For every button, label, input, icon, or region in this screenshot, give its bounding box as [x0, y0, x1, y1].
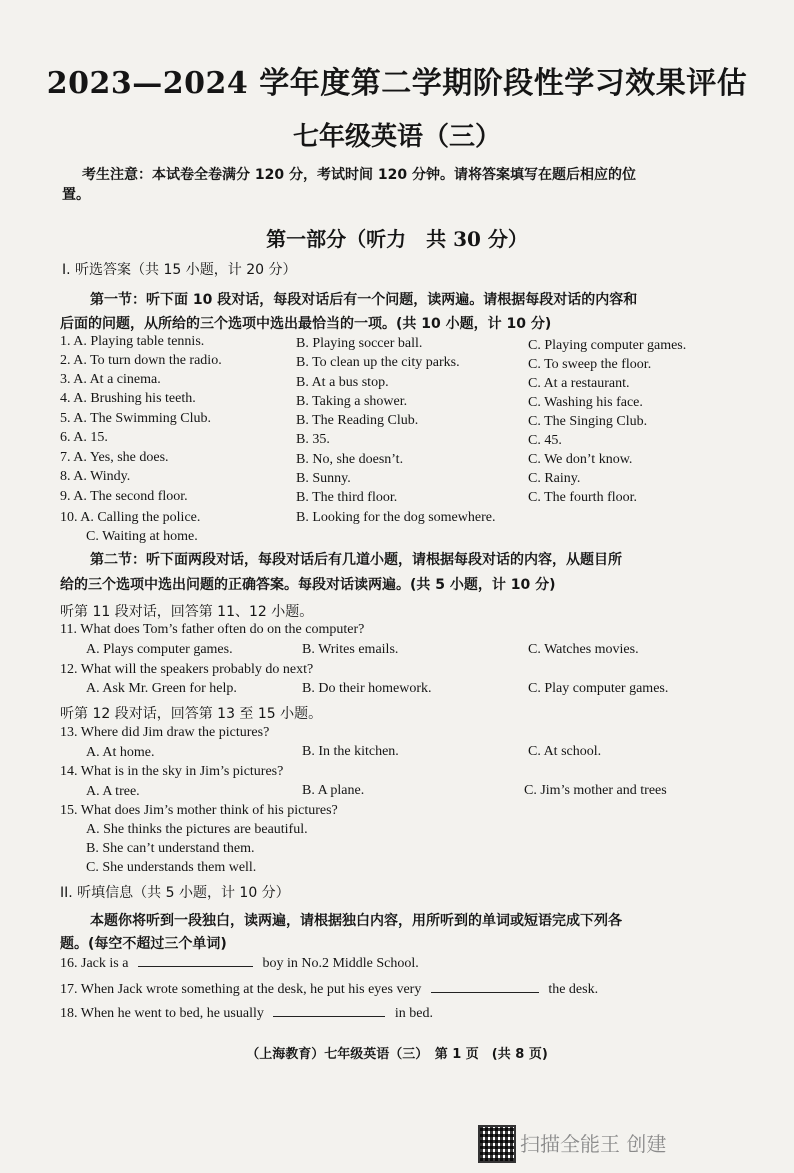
- question: 13. Where did Jim draw the pictures?: [60, 725, 270, 740]
- option-b: B. The Reading Club.: [296, 413, 419, 428]
- option-b: B. The third floor.: [296, 490, 398, 505]
- question: 12. What will the speakers probably do next?: [60, 662, 314, 677]
- option-a: 1. A. Playing table tennis.: [60, 334, 205, 349]
- question-text: 18. When he went to bed, he usually: [60, 1006, 264, 1021]
- notice-line: 置。: [62, 187, 90, 203]
- option-a: 9. A. The second floor.: [60, 489, 188, 504]
- answer-blank[interactable]: [138, 966, 253, 967]
- option-a: A. At home.: [86, 745, 155, 760]
- option-a: 7. A. Yes, she does.: [60, 450, 169, 465]
- option-c: C. She understands them well.: [86, 860, 257, 875]
- section2-instruction: 题。(每空不超过三个单词): [60, 936, 227, 952]
- option-b: B. Sunny.: [296, 471, 351, 486]
- option-b: B. To clean up the city parks.: [296, 355, 460, 370]
- option-a: A. A tree.: [86, 784, 140, 799]
- question: 15. What does Jim’s mother think of his pictures?: [60, 803, 338, 818]
- question-text: the desk.: [548, 982, 599, 997]
- scanner-watermark: 扫描全能王 创建: [520, 1132, 667, 1156]
- option-c: C. Watches movies.: [528, 642, 639, 657]
- question-text: in bed.: [394, 1006, 433, 1021]
- option-a: 8. A. Windy.: [60, 469, 131, 484]
- option-b: B. In the kitchen.: [302, 744, 399, 759]
- question-text: boy in No.2 Middle School.: [262, 956, 419, 971]
- sub2-instruction: 第二节：听下面两段对话，每段对话后有几道小题，请根据每段对话的内容，从题目所: [90, 552, 622, 568]
- option-b: B. Do their homework.: [302, 681, 432, 696]
- sub2-instruction: 给的三个选项中选出问题的正确答案。每段对话读两遍。(共 5 小题，计 10 分): [60, 577, 556, 593]
- exam-title: 2023—2024 学年度第二学期阶段性学习效果评估: [46, 66, 748, 101]
- option-a: 5. A. The Swimming Club.: [60, 411, 212, 426]
- option-b: B. Playing soccer ball.: [296, 336, 423, 351]
- question-text: 17. When Jack wrote something at the desk, he put his eyes very: [60, 982, 422, 997]
- option-c: C. To sweep the floor.: [528, 357, 652, 372]
- option-c: C. The fourth floor.: [528, 490, 638, 505]
- option-c: C. Rainy.: [528, 471, 581, 486]
- option-c: C. Waiting at home.: [86, 529, 198, 544]
- option-b: B. No, she doesn’t.: [296, 452, 404, 467]
- option-a: 6. A. 15.: [60, 430, 108, 445]
- option-c: C. Playing computer games.: [528, 338, 687, 353]
- option-b: B. At a bus stop.: [296, 375, 389, 390]
- question: 11. What does Tom’s father often do on the computer?: [60, 622, 365, 637]
- option-a: 10. A. Calling the police.: [60, 510, 201, 525]
- fill-question-18: [60, 1006, 433, 1022]
- option-c: C. Washing his face.: [528, 395, 643, 410]
- option-c: C. 45.: [528, 433, 562, 448]
- section2-instruction: 本题你将听到一段独白，读两遍，请根据独白内容，用所听到的单词或短语完成下列各: [90, 913, 622, 929]
- option-a: A. She thinks the pictures are beautiful.: [86, 822, 308, 837]
- option-b: B. Looking for the dog somewhere.: [296, 510, 496, 525]
- option-c: C. The Singing Club.: [528, 414, 648, 429]
- option-b: B. Taking a shower.: [296, 394, 408, 409]
- section1-title: I. 听选答案（共 15 小题，计 20 分）: [62, 262, 297, 278]
- qr-code-icon: [478, 1125, 516, 1163]
- option-a: 3. A. At a cinema.: [60, 372, 161, 387]
- fill-question-17: [60, 982, 598, 998]
- option-b: B. She can’t understand them.: [86, 841, 255, 856]
- answer-blank[interactable]: [431, 992, 539, 993]
- option-b: B. Writes emails.: [302, 642, 399, 657]
- dialog-heading: 听第 12 段对话，回答第 13 至 15 小题。: [60, 706, 323, 722]
- sub1-instruction: 后面的问题，从所给的三个选项中选出最恰当的一项。(共 10 小题，计 10 分): [60, 316, 552, 332]
- option-c: C. At school.: [528, 744, 602, 759]
- option-c: C. Jim’s mother and trees: [524, 783, 667, 798]
- question: 14. What is in the sky in Jim’s pictures?: [60, 764, 284, 779]
- option-a: 2. A. To turn down the radio.: [60, 353, 222, 368]
- answer-blank[interactable]: [273, 1016, 385, 1017]
- option-a: 4. A. Brushing his teeth.: [60, 391, 196, 406]
- question-text: 16. Jack is a: [60, 956, 129, 971]
- option-b: B. 35.: [296, 432, 330, 447]
- fill-question-16: [60, 956, 419, 972]
- exam-subtitle: 七年级英语（三）: [292, 122, 501, 152]
- option-b: B. A plane.: [302, 783, 365, 798]
- option-c: C. At a restaurant.: [528, 376, 630, 391]
- dialog-heading: 听第 11 段对话，回答第 11、12 小题。: [60, 604, 314, 620]
- option-c: C. Play computer games.: [528, 681, 669, 696]
- sub1-instruction: 第一节：听下面 10 段对话，每段对话后有一个问题，读两遍。请根据每段对话的内容和: [90, 292, 638, 308]
- section2-title: II. 听填信息（共 5 小题，计 10 分）: [60, 885, 290, 901]
- option-c: C. We don’t know.: [528, 452, 633, 467]
- page-footer: （上海教育）七年级英语（三） 第 1 页 (共 8 页): [246, 1047, 548, 1062]
- option-a: A. Plays computer games.: [86, 642, 233, 657]
- notice-line: 考生注意：本试卷全卷满分 120 分，考试时间 120 分钟。请将答案填写在题后相应的位: [82, 167, 636, 183]
- option-a: A. Ask Mr. Green for help.: [86, 681, 237, 696]
- part1-title: 第一部分（听力 共 30 分）: [266, 227, 528, 251]
